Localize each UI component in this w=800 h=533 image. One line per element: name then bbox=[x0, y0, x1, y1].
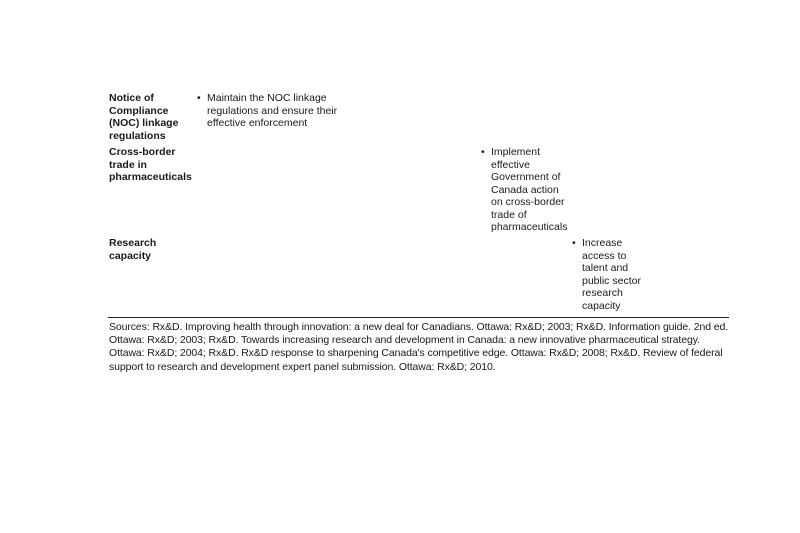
row-label-noc: Notice of Compliance (NOC) linkage regulations bbox=[109, 92, 179, 142]
cell-text: Maintain the NOC linkage regulations and ensure their effective enforcement bbox=[207, 92, 338, 129]
row-label-research: Research capacity bbox=[109, 237, 157, 262]
bullet-icon: • bbox=[197, 92, 201, 104]
row-label-cross-border: Cross-border trade in pharmaceuticals bbox=[109, 146, 192, 183]
table-cell-noc bbox=[197, 92, 347, 130]
cell-text: Increase access to talent and public sector research capacity bbox=[582, 237, 641, 312]
bullet-icon: • bbox=[481, 146, 485, 158]
table-cell-research bbox=[572, 237, 650, 312]
bullet-icon: • bbox=[572, 237, 576, 249]
sources-note: Sources: Rx&D. Improving health through innovation: a new deal for Canadians. Ottawa: Rx&D; 2003; Rx&D. Information guide. 2nd ed. Ottawa: Rx&D; 2003; Rx&D. Towards increasing research and development in Canada: a new innovative pharmaceutical strategy. Ottawa: Rx&D; 2004; Rx&D. Rx&D response to sharpening Canada's competitive edge. Ottawa: Rx&D; 2008; Rx&D. Review of federal support to research and development expert panel submission. Ottawa: Rx&D; 2010. bbox=[109, 321, 729, 373]
table-bottom-rule bbox=[108, 317, 729, 318]
table-cell-cross-border bbox=[481, 146, 569, 234]
cell-text: Implement effective Government of Canada action on cross-border trade of pharmaceuticals bbox=[491, 146, 568, 233]
